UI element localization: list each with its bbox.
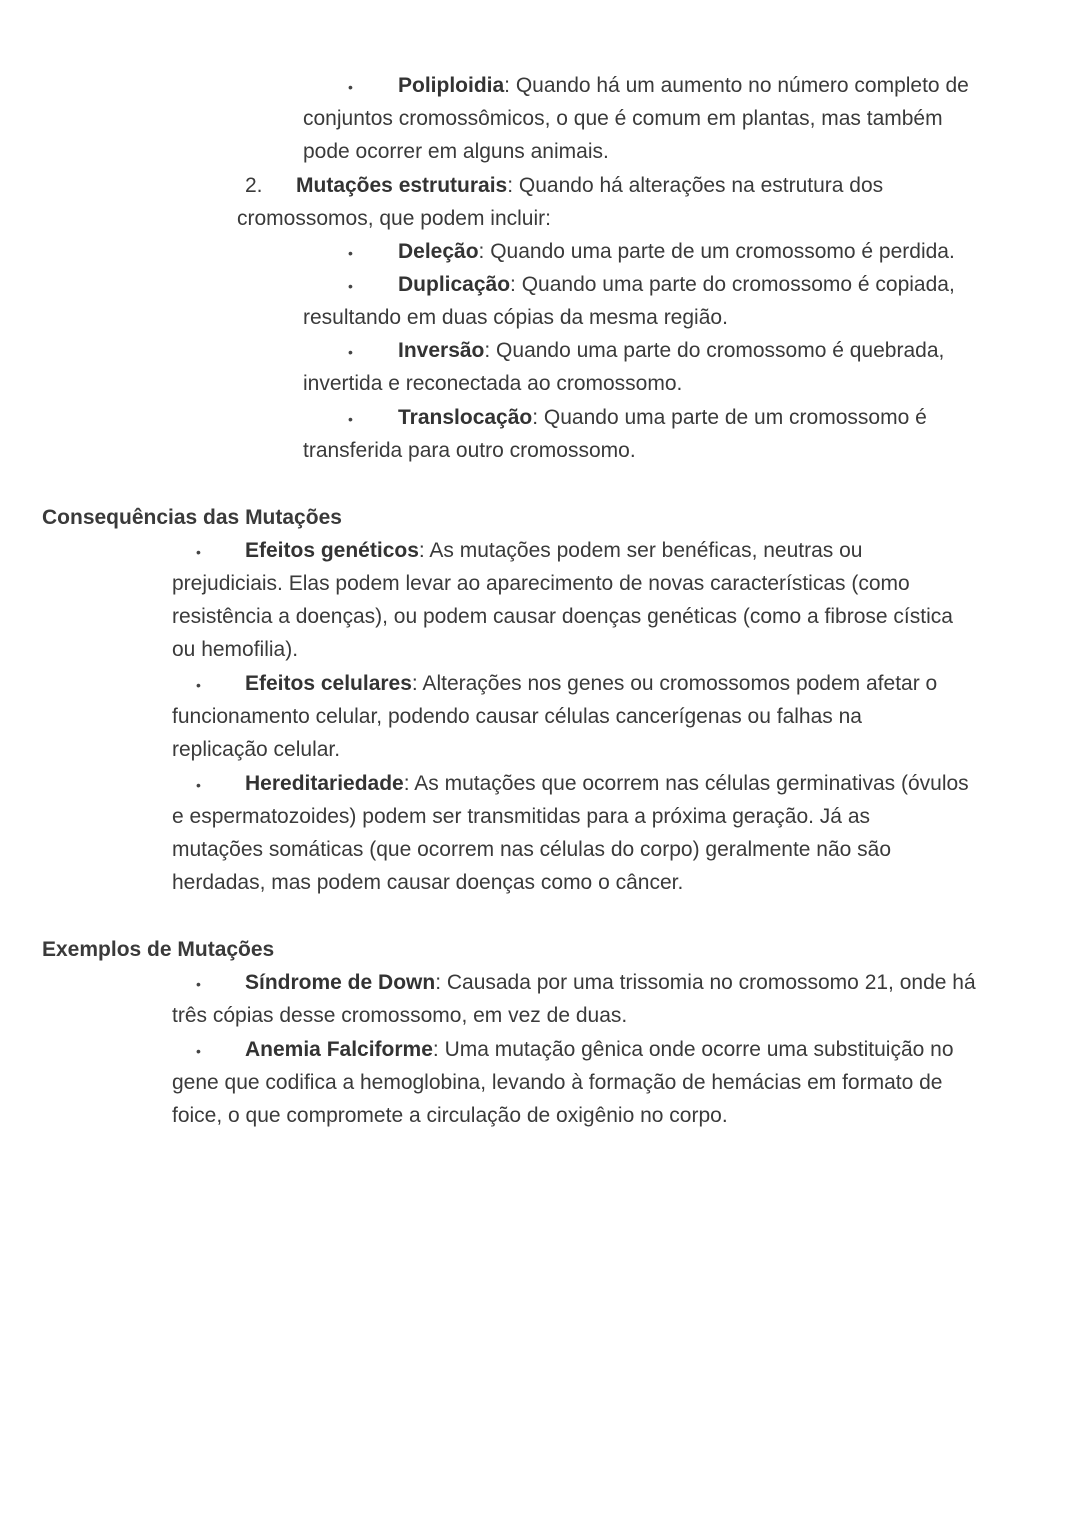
section-heading-consequencias: Consequências das Mutações — [42, 506, 342, 529]
list-item-poliploidia — [398, 73, 969, 99]
list-item-efeitos-celulares — [245, 671, 937, 697]
continuation-text: prejudiciais. Elas podem levar ao aparecimento de novas características (como — [172, 572, 910, 595]
continuation-text: invertida e reconectada ao cromossomo. — [303, 372, 683, 395]
bullet-icon: • — [348, 79, 353, 95]
bullet-icon: • — [196, 677, 201, 693]
term: Anemia Falciforme — [245, 1038, 433, 1061]
list-number: 2. — [245, 174, 263, 197]
bullet-icon: • — [196, 544, 201, 560]
continuation-text: herdadas, mas podem causar doenças como o câncer. — [172, 871, 684, 894]
definition-text: : As mutações podem ser benéficas, neutras ou — [418, 539, 863, 562]
definition-text: : Quando há um aumento no número completo de — [504, 74, 969, 97]
list-item-efeitos-geneticos — [245, 538, 862, 564]
definition-text: : Quando uma parte do cromossomo é quebrada, — [484, 339, 945, 362]
continuation-text: transferida para outro cromossomo. — [303, 439, 636, 462]
continuation-text: gene que codifica a hemoglobina, levando à formação de hemácias em formato de — [172, 1071, 943, 1094]
continuation-text: resultando em duas cópias da mesma região. — [303, 306, 728, 329]
section-heading-exemplos: Exemplos de Mutações — [42, 938, 275, 961]
definition-text: : As mutações que ocorrem nas células germinativas (óvulos — [403, 772, 969, 795]
continuation-text: cromossomos, que podem incluir: — [237, 207, 551, 230]
continuation-text: conjuntos cromossômicos, o que é comum em plantas, mas também — [303, 107, 943, 130]
term: Translocação — [398, 406, 533, 429]
continuation-text: funcionamento celular, podendo causar células cancerígenas ou falhas na — [172, 705, 862, 728]
continuation-text: três cópias desse cromossomo, em vez de duas. — [172, 1004, 628, 1027]
definition-text: : Quando uma parte de um cromossomo é perdida. — [478, 240, 955, 263]
definition-text: : Causada por uma trissomia no cromossomo 21, onde há — [435, 971, 976, 994]
bullet-icon: • — [348, 344, 353, 360]
list-item-duplicacao — [398, 272, 955, 298]
bullet-icon: • — [196, 777, 201, 793]
continuation-text: ou hemofilia). — [172, 638, 299, 661]
list-item-sindrome-de-down — [245, 970, 976, 996]
term: Mutações estruturais — [296, 174, 508, 197]
term: Duplicação — [398, 273, 511, 296]
list-item-mutacoes-estruturais — [296, 173, 883, 199]
continuation-text: mutações somáticas (que ocorrem nas células do corpo) geralmente não são — [172, 838, 892, 861]
term: Efeitos genéticos — [245, 539, 419, 562]
list-item-translocacao — [398, 405, 927, 431]
continuation-text: pode ocorrer em alguns animais. — [303, 140, 609, 163]
term: Poliploidia — [398, 74, 505, 97]
list-item-inversao — [398, 338, 944, 364]
term: Deleção — [398, 240, 479, 263]
list-item-hereditariedade — [245, 771, 969, 797]
definition-text: : Quando uma parte do cromossomo é copiada, — [510, 273, 955, 296]
continuation-text: resistência a doenças), ou podem causar doenças genéticas (como a fibrose cística — [172, 605, 953, 628]
list-item-anemia-falciforme — [245, 1037, 954, 1063]
continuation-text: foice, o que compromete a circulação de oxigênio no corpo. — [172, 1104, 728, 1127]
term: Síndrome de Down — [245, 971, 436, 994]
term: Efeitos celulares — [245, 672, 412, 695]
definition-text: : Quando há alterações na estrutura dos — [507, 174, 884, 197]
bullet-icon: • — [348, 278, 353, 294]
bullet-icon: • — [196, 1043, 201, 1059]
bullet-icon: • — [348, 245, 353, 261]
list-item-delecao — [398, 239, 955, 265]
continuation-text: replicação celular. — [172, 738, 341, 761]
definition-text: : Alterações nos genes ou cromossomos podem afetar o — [411, 672, 938, 695]
bullet-icon: • — [196, 976, 201, 992]
term: Hereditariedade — [245, 772, 404, 795]
bullet-icon: • — [348, 411, 353, 427]
continuation-text: e espermatozoides) podem ser transmitidas para a próxima geração. Já as — [172, 805, 871, 828]
term: Inversão — [398, 339, 485, 362]
definition-text: : Uma mutação gênica onde ocorre uma substituição no — [432, 1038, 954, 1061]
definition-text: : Quando uma parte de um cromossomo é — [532, 406, 927, 429]
